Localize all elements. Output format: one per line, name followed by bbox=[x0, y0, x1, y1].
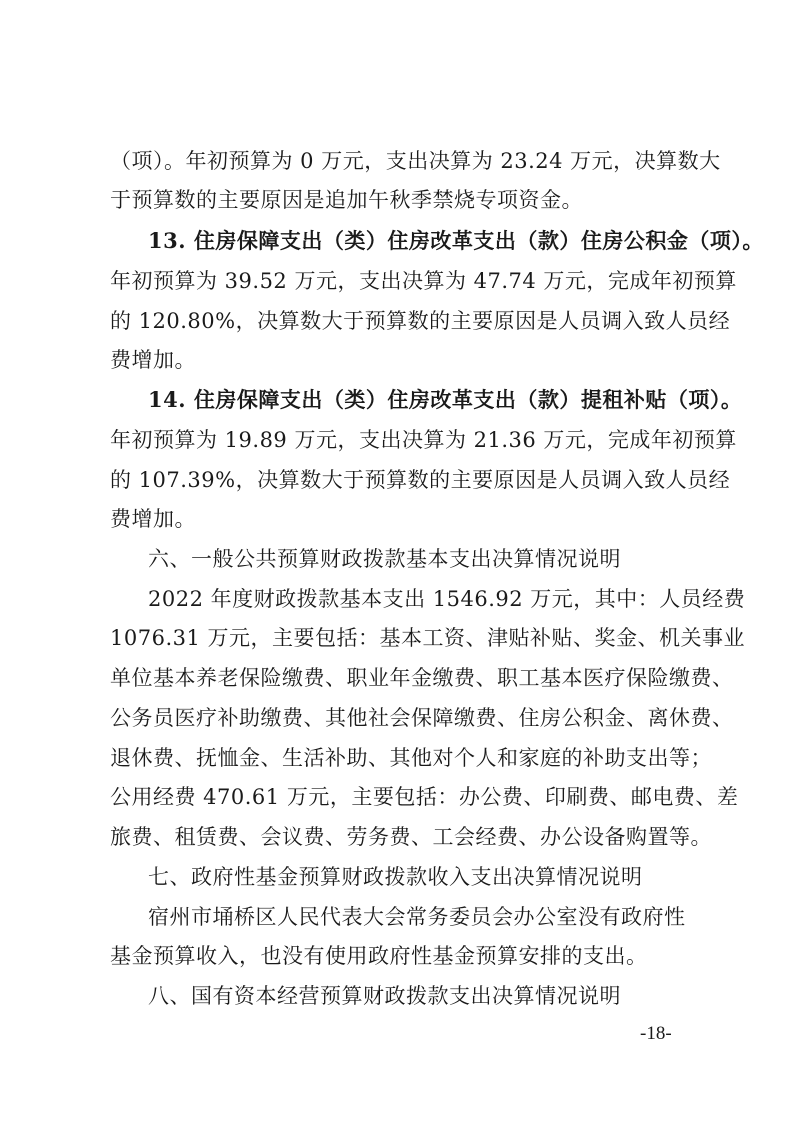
body-text-line: 单位基本养老保险缴费、职业年金缴费、职工基本医疗保险缴费、 bbox=[110, 666, 734, 690]
body-text-line: 年初预算为 19.89 万元，支出决算为 21.36 万元，完成年初预算 bbox=[110, 428, 737, 452]
body-text-line: 费增加。 bbox=[110, 507, 196, 531]
body-text-line: 公务员医疗补助缴费、其他社会保障缴费、住房公积金、离休费、 bbox=[110, 706, 734, 730]
body-text-line: 基金预算收入，也没有使用政府性基金预算安排的支出。 bbox=[110, 944, 648, 968]
body-text-line: 年初预算为 39.52 万元，支出决算为 47.74 万元，完成年初预算 bbox=[110, 269, 737, 293]
body-text-line: 退休费、抚恤金、生活补助、其他对个人和家庭的补助支出等； bbox=[110, 746, 712, 770]
body-text-line: 的 107.39%，决算数大于预算数的主要原因是人员调入致人员经 bbox=[110, 468, 731, 492]
section-item-heading: 13. 住房保障支出（类）住房改革支出（款）住房公积金（项）。 bbox=[148, 228, 764, 253]
body-text-line: 2022 年度财政拨款基本支出 1546.92 万元，其中：人员经费 bbox=[148, 587, 746, 611]
body-text-line: 于预算数的主要原因是追加午秋季禁烧专项资金。 bbox=[110, 188, 583, 212]
section-item-heading: 14. 住房保障支出（类）住房改革支出（款）提租补贴（项）。 bbox=[148, 387, 743, 412]
section-heading: 八、国有资本经营预算财政拨款支出决算情况说明 bbox=[148, 984, 621, 1008]
page-number: -18- bbox=[640, 1023, 672, 1044]
section-heading: 六、一般公共预算财政拨款基本支出决算情况说明 bbox=[148, 547, 621, 571]
section-heading: 七、政府性基金预算财政拨款收入支出决算情况说明 bbox=[148, 865, 643, 889]
body-text-line: 的 120.80%，决算数大于预算数的主要原因是人员调入致人员经 bbox=[110, 309, 731, 333]
body-text-line: 1076.31 万元，主要包括：基本工资、津贴补贴、奖金、机关事业 bbox=[110, 626, 746, 650]
body-text-line: 费增加。 bbox=[110, 348, 196, 372]
body-text-line: 公用经费 470.61 万元，主要包括：办公费、印刷费、邮电费、差 bbox=[110, 785, 739, 809]
body-text-line: （项）。年初预算为 0 万元，支出决算为 23.24 万元，决算数大 bbox=[110, 149, 721, 173]
body-text-line: 旅费、租赁费、会议费、劳务费、工会经费、办公设备购置等。 bbox=[110, 825, 712, 849]
body-text-line: 宿州市埇桥区人民代表大会常务委员会办公室没有政府性 bbox=[148, 905, 686, 929]
